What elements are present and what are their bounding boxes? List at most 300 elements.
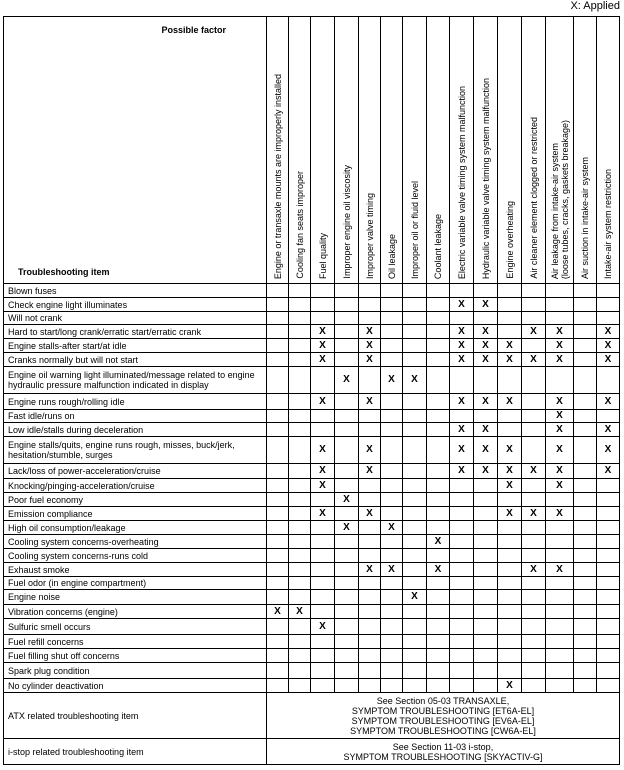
empty-cell <box>522 423 546 437</box>
empty-cell <box>381 423 403 437</box>
table-row <box>4 353 620 367</box>
applied-mark: X <box>359 325 381 339</box>
applied-mark: X <box>597 394 620 410</box>
empty-cell <box>267 410 289 423</box>
applied-mark: X <box>546 325 574 339</box>
table-row <box>4 298 620 312</box>
empty-cell <box>289 590 311 605</box>
empty-cell <box>498 423 522 437</box>
empty-cell <box>381 298 403 312</box>
factor-header-wrap <box>381 25 402 283</box>
empty-cell <box>474 410 498 423</box>
empty-cell <box>546 635 574 649</box>
empty-cell <box>574 298 597 312</box>
empty-cell <box>335 284 359 298</box>
empty-cell <box>522 312 546 325</box>
empty-cell <box>546 493 574 507</box>
applied-mark: X <box>427 535 450 549</box>
factor-header-wrap <box>359 25 380 283</box>
applied-mark: X <box>597 353 620 367</box>
empty-cell <box>289 423 311 437</box>
empty-cell <box>403 635 427 649</box>
applied-mark: X <box>474 464 498 479</box>
possible-factor-label: Possible factor <box>161 25 226 35</box>
troubleshooting-item: Lack/loss of power-acceleration/cruise <box>4 464 267 479</box>
troubleshooting-item: Cranks normally but will not start <box>4 353 267 367</box>
factor-header <box>427 17 450 284</box>
empty-cell <box>450 590 474 605</box>
empty-cell <box>335 619 359 635</box>
empty-cell <box>311 410 335 423</box>
empty-cell <box>427 507 450 521</box>
empty-cell <box>546 284 574 298</box>
troubleshooting-item: Fuel refill concerns <box>4 635 267 649</box>
empty-cell <box>546 298 574 312</box>
factor-label: Cooling fan seats improper <box>294 171 305 279</box>
factor-header <box>474 17 498 284</box>
empty-cell <box>403 410 427 423</box>
empty-cell <box>381 590 403 605</box>
empty-cell <box>546 605 574 619</box>
applied-mark: X <box>498 679 522 693</box>
factor-label: Oil leakage <box>386 233 397 279</box>
empty-cell <box>427 479 450 493</box>
factor-header <box>267 17 289 284</box>
empty-cell <box>474 619 498 635</box>
applied-mark: X <box>311 394 335 410</box>
empty-cell <box>381 679 403 693</box>
applied-mark: X <box>597 339 620 353</box>
empty-cell <box>546 312 574 325</box>
empty-cell <box>311 423 335 437</box>
empty-cell <box>335 410 359 423</box>
table-row <box>4 535 620 549</box>
empty-cell <box>574 479 597 493</box>
factor-header <box>335 17 359 284</box>
empty-cell <box>522 479 546 493</box>
applied-mark: X <box>546 423 574 437</box>
empty-cell <box>289 649 311 663</box>
empty-cell <box>597 679 620 693</box>
empty-cell <box>427 423 450 437</box>
applied-mark: X <box>597 423 620 437</box>
table-row <box>4 649 620 663</box>
reference-line: SYMPTOM TROUBLESHOOTING [SKYACTIV-G] <box>343 751 543 762</box>
empty-cell <box>311 663 335 679</box>
empty-cell <box>574 649 597 663</box>
applied-mark: X <box>311 479 335 493</box>
empty-cell <box>574 284 597 298</box>
applied-mark: X <box>267 605 289 619</box>
factor-header <box>498 17 522 284</box>
empty-cell <box>289 563 311 577</box>
troubleshooting-item: Spark plug condition <box>4 663 267 679</box>
applied-mark: X <box>450 298 474 312</box>
empty-cell <box>597 507 620 521</box>
empty-cell <box>522 367 546 394</box>
empty-cell <box>597 635 620 649</box>
empty-cell <box>546 535 574 549</box>
empty-cell <box>403 479 427 493</box>
empty-cell <box>267 394 289 410</box>
empty-cell <box>359 410 381 423</box>
empty-cell <box>546 549 574 563</box>
empty-cell <box>574 353 597 367</box>
troubleshooting-item: High oil consumption/leakage <box>4 521 267 535</box>
empty-cell <box>597 521 620 535</box>
empty-cell <box>267 521 289 535</box>
empty-cell <box>522 437 546 464</box>
empty-cell <box>381 464 403 479</box>
table-row <box>4 493 620 507</box>
empty-cell <box>450 679 474 693</box>
empty-cell <box>522 635 546 649</box>
empty-cell <box>474 521 498 535</box>
table-row <box>4 423 620 437</box>
empty-cell <box>267 535 289 549</box>
troubleshooting-item: Will not crank <box>4 312 267 325</box>
empty-cell <box>474 590 498 605</box>
empty-cell <box>267 479 289 493</box>
empty-cell <box>498 563 522 577</box>
empty-cell <box>427 298 450 312</box>
empty-cell <box>546 590 574 605</box>
troubleshooting-item: Engine noise <box>4 590 267 605</box>
applied-mark: X <box>546 410 574 423</box>
applied-mark: X <box>289 605 311 619</box>
empty-cell <box>359 423 381 437</box>
empty-cell <box>403 605 427 619</box>
empty-cell <box>597 563 620 577</box>
empty-cell <box>267 563 289 577</box>
empty-cell <box>522 535 546 549</box>
empty-cell <box>335 679 359 693</box>
empty-cell <box>450 619 474 635</box>
empty-cell <box>574 590 597 605</box>
empty-cell <box>381 577 403 590</box>
empty-cell <box>574 464 597 479</box>
empty-cell <box>498 535 522 549</box>
empty-cell <box>381 493 403 507</box>
applied-mark: X <box>498 479 522 493</box>
empty-cell <box>335 549 359 563</box>
applied-mark: X <box>597 464 620 479</box>
empty-cell <box>597 590 620 605</box>
empty-cell <box>381 410 403 423</box>
empty-cell <box>474 549 498 563</box>
empty-cell <box>522 410 546 423</box>
applied-mark: X <box>359 339 381 353</box>
empty-cell <box>574 339 597 353</box>
empty-cell <box>289 339 311 353</box>
empty-cell <box>574 549 597 563</box>
reference-line: SYMPTOM TROUBLESHOOTING [ET6A-EL] <box>351 705 535 716</box>
empty-cell <box>335 649 359 663</box>
table-row <box>4 521 620 535</box>
empty-cell <box>403 649 427 663</box>
troubleshooting-item: Hard to start/long crank/erratic start/erratic crank <box>4 325 267 339</box>
empty-cell <box>403 394 427 410</box>
empty-cell <box>289 464 311 479</box>
empty-cell <box>427 437 450 464</box>
empty-cell <box>597 493 620 507</box>
table-row <box>4 605 620 619</box>
empty-cell <box>597 549 620 563</box>
troubleshooting-item: Emission compliance <box>4 507 267 521</box>
empty-cell <box>267 423 289 437</box>
empty-cell <box>574 325 597 339</box>
table-row <box>4 507 620 521</box>
empty-cell <box>474 663 498 679</box>
reference-note <box>267 693 620 739</box>
empty-cell <box>427 410 450 423</box>
table-row <box>4 679 620 693</box>
empty-cell <box>450 410 474 423</box>
troubleshooting-table <box>3 16 620 765</box>
footer-item: i-stop related troubleshooting item <box>4 739 267 765</box>
empty-cell <box>267 619 289 635</box>
empty-cell <box>311 635 335 649</box>
empty-cell <box>359 298 381 312</box>
applied-mark: X <box>381 521 403 535</box>
empty-cell <box>574 635 597 649</box>
troubleshooting-item: Poor fuel economy <box>4 493 267 507</box>
empty-cell <box>289 635 311 649</box>
empty-cell <box>474 284 498 298</box>
empty-cell <box>522 493 546 507</box>
empty-cell <box>359 590 381 605</box>
applied-mark: X <box>450 353 474 367</box>
empty-cell <box>498 367 522 394</box>
empty-cell <box>574 619 597 635</box>
empty-cell <box>546 619 574 635</box>
factor-header <box>311 17 335 284</box>
factor-header-wrap <box>267 25 288 283</box>
empty-cell <box>289 493 311 507</box>
empty-cell <box>522 284 546 298</box>
empty-cell <box>335 339 359 353</box>
empty-cell <box>289 521 311 535</box>
empty-cell <box>597 663 620 679</box>
empty-cell <box>381 605 403 619</box>
factor-label: Intake-air system restriction <box>603 168 613 279</box>
empty-cell <box>574 493 597 507</box>
applied-mark: X <box>359 353 381 367</box>
applied-mark: X <box>522 464 546 479</box>
factor-label: Engine overheating <box>504 201 515 279</box>
applied-mark: X <box>546 464 574 479</box>
empty-cell <box>267 284 289 298</box>
empty-cell <box>335 479 359 493</box>
empty-cell <box>311 535 335 549</box>
troubleshooting-item: Engine runs rough/rolling idle <box>4 394 267 410</box>
empty-cell <box>289 619 311 635</box>
empty-cell <box>359 479 381 493</box>
empty-cell <box>427 312 450 325</box>
factor-label: Coolant leakage <box>433 213 443 279</box>
empty-cell <box>427 464 450 479</box>
empty-cell <box>427 663 450 679</box>
applied-mark: X <box>474 437 498 464</box>
factor-label: Fuel quality <box>317 232 328 279</box>
empty-cell <box>381 437 403 464</box>
factor-label: Hydraulic variable valve timing system malfunction <box>480 77 491 279</box>
empty-cell <box>381 535 403 549</box>
empty-cell <box>450 649 474 663</box>
applied-mark: X <box>381 367 403 394</box>
empty-cell <box>359 521 381 535</box>
applied-mark: X <box>546 563 574 577</box>
empty-cell <box>522 649 546 663</box>
table-row <box>4 325 620 339</box>
empty-cell <box>335 464 359 479</box>
applied-mark: X <box>498 507 522 521</box>
empty-cell <box>474 635 498 649</box>
empty-cell <box>498 635 522 649</box>
applied-mark: X <box>359 563 381 577</box>
empty-cell <box>574 507 597 521</box>
empty-cell <box>597 649 620 663</box>
empty-cell <box>403 535 427 549</box>
empty-cell <box>403 353 427 367</box>
applied-mark: X <box>597 325 620 339</box>
empty-cell <box>427 635 450 649</box>
empty-cell <box>267 577 289 590</box>
empty-cell <box>546 679 574 693</box>
empty-cell <box>335 663 359 679</box>
factor-header <box>289 17 311 284</box>
empty-cell <box>359 535 381 549</box>
empty-cell <box>522 679 546 693</box>
empty-cell <box>311 312 335 325</box>
factor-header-wrap <box>597 25 619 283</box>
empty-cell <box>289 549 311 563</box>
applied-mark: X <box>522 507 546 521</box>
applied-mark: X <box>450 394 474 410</box>
table-row <box>4 410 620 423</box>
empty-cell <box>427 353 450 367</box>
factor-label: Electric variable valve timing system malfunction <box>456 85 467 279</box>
empty-cell <box>427 493 450 507</box>
empty-cell <box>381 312 403 325</box>
empty-cell <box>474 367 498 394</box>
factor-header <box>381 17 403 284</box>
empty-cell <box>574 367 597 394</box>
factor-label: Air suction in intake-air system <box>580 156 590 279</box>
empty-cell <box>546 649 574 663</box>
empty-cell <box>381 635 403 649</box>
empty-cell <box>359 312 381 325</box>
empty-cell <box>574 563 597 577</box>
empty-cell <box>335 312 359 325</box>
empty-cell <box>474 563 498 577</box>
troubleshooting-item: Check engine light illuminates <box>4 298 267 312</box>
empty-cell <box>311 493 335 507</box>
empty-cell <box>450 563 474 577</box>
empty-cell <box>427 521 450 535</box>
empty-cell <box>289 353 311 367</box>
empty-cell <box>403 339 427 353</box>
empty-cell <box>597 298 620 312</box>
empty-cell <box>267 635 289 649</box>
empty-cell <box>474 605 498 619</box>
factor-header-wrap <box>311 25 334 283</box>
empty-cell <box>597 284 620 298</box>
applied-mark: X <box>498 464 522 479</box>
empty-cell <box>311 298 335 312</box>
factor-label: Improper valve timing <box>364 192 375 279</box>
empty-cell <box>597 367 620 394</box>
empty-cell <box>311 605 335 619</box>
applied-mark: X <box>522 325 546 339</box>
empty-cell <box>311 549 335 563</box>
empty-cell <box>574 521 597 535</box>
empty-cell <box>403 493 427 507</box>
empty-cell <box>450 493 474 507</box>
empty-cell <box>267 663 289 679</box>
empty-cell <box>289 312 311 325</box>
applied-mark: X <box>474 423 498 437</box>
troubleshooting-item: Exhaust smoke <box>4 563 267 577</box>
empty-cell <box>450 284 474 298</box>
table-row <box>4 464 620 479</box>
empty-cell <box>335 563 359 577</box>
applied-mark: X <box>546 437 574 464</box>
empty-cell <box>381 325 403 339</box>
empty-cell <box>474 507 498 521</box>
empty-cell <box>267 312 289 325</box>
applied-mark: X <box>359 394 381 410</box>
empty-cell <box>427 649 450 663</box>
table-row <box>4 479 620 493</box>
empty-cell <box>289 325 311 339</box>
factor-header-wrap <box>574 25 596 283</box>
empty-cell <box>267 339 289 353</box>
empty-cell <box>498 649 522 663</box>
empty-cell <box>474 493 498 507</box>
factor-header <box>574 17 597 284</box>
empty-cell <box>450 367 474 394</box>
empty-cell <box>381 619 403 635</box>
empty-cell <box>335 437 359 464</box>
applied-mark: X <box>498 394 522 410</box>
factor-label: Improper engine oil viscosity <box>341 165 352 279</box>
table-row <box>4 312 620 325</box>
empty-cell <box>335 353 359 367</box>
empty-cell <box>498 663 522 679</box>
empty-cell <box>335 590 359 605</box>
empty-cell <box>403 437 427 464</box>
empty-cell <box>381 549 403 563</box>
applied-mark: X <box>474 325 498 339</box>
empty-cell <box>403 325 427 339</box>
applied-mark: X <box>498 339 522 353</box>
empty-cell <box>359 649 381 663</box>
empty-cell <box>450 663 474 679</box>
empty-cell <box>311 284 335 298</box>
factor-header-wrap <box>498 25 521 283</box>
legend: X: Applied <box>570 0 620 12</box>
empty-cell <box>474 679 498 693</box>
empty-cell <box>522 521 546 535</box>
factor-header-wrap <box>522 25 545 283</box>
applied-mark: X <box>311 619 335 635</box>
empty-cell <box>311 590 335 605</box>
empty-cell <box>450 549 474 563</box>
empty-cell <box>574 423 597 437</box>
empty-cell <box>381 507 403 521</box>
applied-mark: X <box>311 325 335 339</box>
